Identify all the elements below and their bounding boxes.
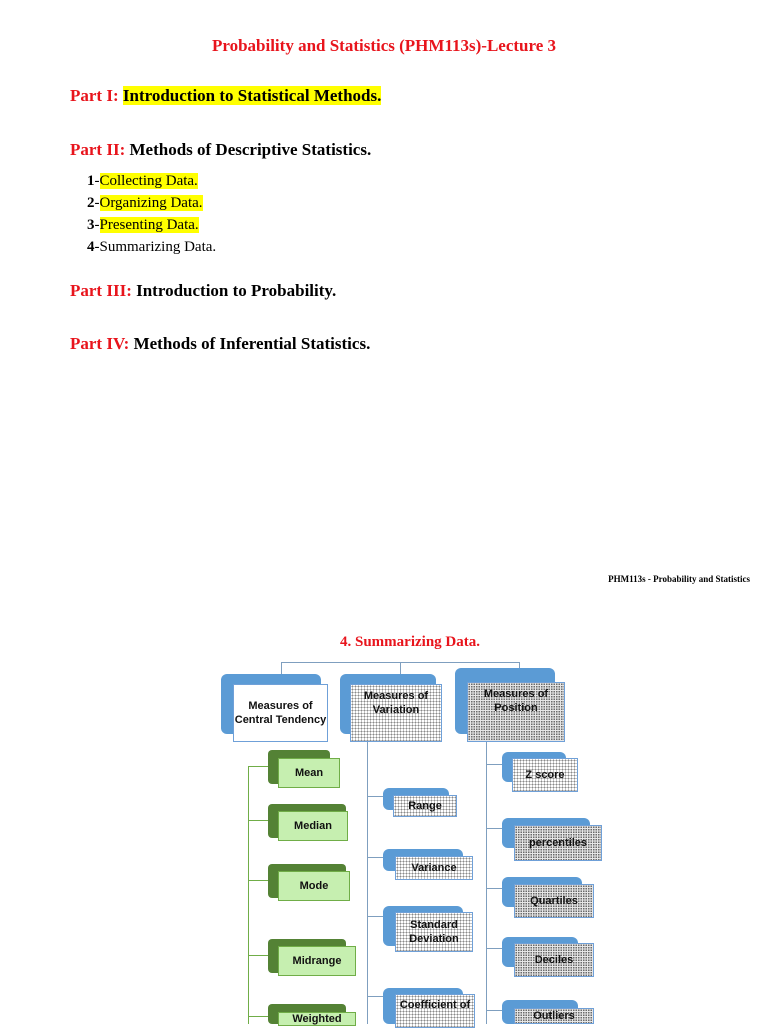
measure-weighted: Weighted [278,1012,356,1026]
measure-range: Range [393,795,457,817]
section-title: 4. Summarizing Data. [340,634,480,650]
part-text: Methods of Inferential Statistics. [133,334,371,353]
measure-median: Median [278,811,348,841]
category-variation: Measures of Variation [350,684,442,742]
measure-standard-deviation: Standard Deviation [395,912,473,952]
part-text: Introduction to Statistical Methods. [122,86,382,105]
part-label: Part IV: [70,334,130,353]
part-label: Part I: [70,86,119,105]
measure-coefficient: Coefficient of [395,994,475,1028]
page-header: PHM113s - Probability and Statistics [608,574,750,584]
measure-outliers: Outliers [514,1008,594,1024]
measure-quartiles: Quartiles [514,884,594,918]
measure-mean: Mean [278,758,340,788]
category-position: Measures of Position [467,682,565,742]
measure-midrange: Midrange [278,946,356,976]
measure-z-score: Z score [512,758,578,792]
document-title: Probability and Statistics (PHM113s)-Lecture 3 [211,36,557,55]
part-label: Part III: [70,281,132,300]
list-item: 1-Collecting Data. [87,173,198,189]
measure-mode: Mode [278,871,350,901]
measure-percentiles: percentiles [514,825,602,861]
list-item: 2-Organizing Data. [87,195,203,211]
part-label: Part II: [70,140,126,159]
measure-variance: Variance [395,856,473,880]
list-item: 4-Summarizing Data. [87,239,217,255]
measure-deciles: Deciles [514,943,594,977]
category-central-tendency: Measures of Central Tendency [233,684,328,742]
part-text: Methods of Descriptive Statistics. [129,140,372,159]
part-text: Introduction to Probability. [136,281,337,300]
list-item: 3-Presenting Data. [87,217,199,233]
